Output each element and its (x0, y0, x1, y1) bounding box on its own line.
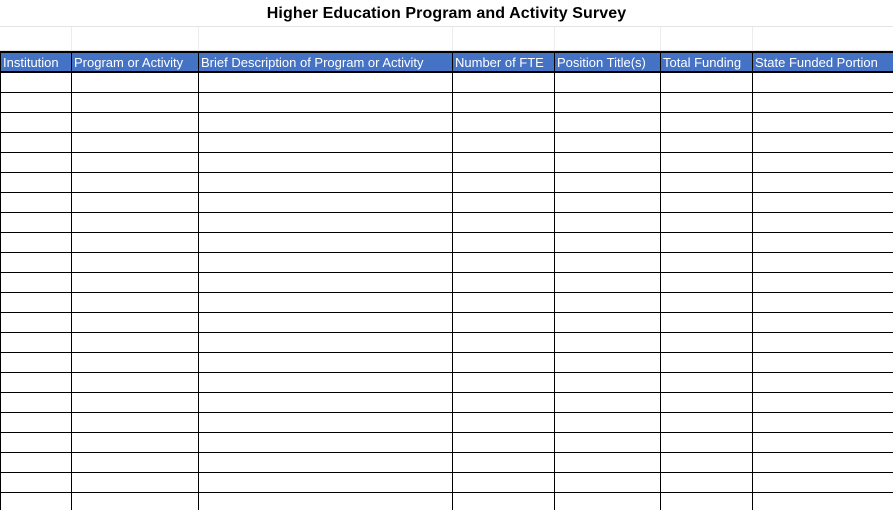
table-row (1, 232, 893, 252)
table-cell[interactable] (72, 132, 199, 152)
table-cell[interactable] (753, 132, 893, 152)
table-cell[interactable] (1, 192, 72, 212)
table-row (1, 92, 893, 112)
table-cell[interactable] (72, 272, 199, 292)
table-cell[interactable] (453, 152, 555, 172)
table-row (1, 452, 893, 472)
table-row (1, 252, 893, 272)
table-row (1, 152, 893, 172)
table-row (1, 192, 893, 212)
table-cell[interactable] (1, 352, 72, 372)
header-number-of-fte[interactable]: Number of FTE (453, 52, 555, 72)
table-row (1, 72, 893, 92)
table-cell[interactable] (661, 352, 753, 372)
title-row[interactable] (0, 0, 893, 27)
table-cell[interactable] (453, 132, 555, 152)
table-row (1, 312, 893, 332)
table-cell[interactable] (453, 112, 555, 132)
header-program-or-activity[interactable]: Program or Activity (72, 52, 199, 72)
table-cell[interactable] (72, 92, 199, 112)
table-cell[interactable] (453, 272, 555, 292)
table-cell[interactable] (661, 372, 753, 392)
table-cell[interactable] (72, 332, 199, 352)
table-cell[interactable] (199, 312, 453, 332)
table-cell[interactable] (72, 452, 199, 472)
table-cell[interactable] (199, 452, 453, 472)
table-cell[interactable] (555, 492, 661, 510)
table-row (1, 332, 893, 352)
table-cell[interactable] (453, 232, 555, 252)
table-cell[interactable] (1, 132, 72, 152)
table-cell[interactable] (72, 232, 199, 252)
table-cell[interactable] (199, 392, 453, 412)
table-cell[interactable] (453, 372, 555, 392)
table-cell[interactable] (661, 172, 753, 192)
table-row (1, 272, 893, 292)
table-cell[interactable] (753, 292, 893, 312)
table-cell[interactable] (661, 92, 753, 112)
table-cell[interactable] (555, 252, 661, 272)
table-cell[interactable] (72, 432, 199, 452)
table-cell[interactable] (72, 472, 199, 492)
table-cell[interactable] (753, 472, 893, 492)
table-cell[interactable] (753, 232, 893, 252)
table-cell[interactable] (199, 112, 453, 132)
table-row (1, 472, 893, 492)
table-cell[interactable] (661, 472, 753, 492)
table-cell[interactable] (199, 212, 453, 232)
table-cell[interactable] (1, 392, 72, 412)
table-cell[interactable] (72, 372, 199, 392)
table-row (1, 372, 893, 392)
table-cell[interactable] (453, 332, 555, 352)
table-cell[interactable] (72, 312, 199, 332)
table-cell[interactable] (72, 152, 199, 172)
table-cell[interactable] (661, 392, 753, 412)
table-cell[interactable] (555, 172, 661, 192)
table-cell[interactable] (661, 232, 753, 252)
table-cell[interactable] (1, 232, 72, 252)
table-cell[interactable] (753, 112, 893, 132)
table-cell[interactable] (453, 252, 555, 272)
table-cell[interactable] (753, 392, 893, 412)
table-cell[interactable] (72, 492, 199, 510)
header-position-titles[interactable]: Position Title(s) (555, 52, 661, 72)
table-cell[interactable] (753, 252, 893, 272)
table-cell[interactable] (199, 172, 453, 192)
header-state-funded-portion[interactable]: State Funded Portion (753, 52, 893, 72)
table-cell[interactable] (199, 412, 453, 432)
table-cell[interactable] (753, 312, 893, 332)
table-cell[interactable] (1, 212, 72, 232)
table-cell[interactable] (661, 212, 753, 232)
table-cell[interactable] (555, 372, 661, 392)
table-cell[interactable] (753, 72, 893, 92)
table-cell[interactable] (555, 232, 661, 252)
table-cell[interactable] (72, 392, 199, 412)
table-row (1, 172, 893, 192)
table-cell[interactable] (72, 172, 199, 192)
table-cell[interactable] (555, 152, 661, 172)
table-cell[interactable] (661, 192, 753, 212)
table-cell[interactable] (453, 352, 555, 372)
table-cell[interactable] (661, 152, 753, 172)
table-cell[interactable] (72, 412, 199, 432)
table-cell[interactable] (1, 412, 72, 432)
table-cell[interactable] (555, 212, 661, 232)
table-cell[interactable] (753, 212, 893, 232)
table-cell[interactable] (555, 92, 661, 112)
table-cell[interactable] (199, 472, 453, 492)
table-cell[interactable] (1, 72, 72, 92)
table-cell[interactable] (1, 452, 72, 472)
table-cell[interactable] (661, 292, 753, 312)
header-brief-description[interactable]: Brief Description of Program or Activity (199, 52, 453, 72)
table-cell[interactable] (1, 252, 72, 272)
table-cell[interactable] (661, 332, 753, 352)
table-cell[interactable] (453, 392, 555, 412)
table-cell[interactable] (199, 272, 453, 292)
table-cell[interactable] (453, 292, 555, 312)
table-row (1, 292, 893, 312)
table-cell[interactable] (661, 492, 753, 510)
table-cell[interactable] (753, 412, 893, 432)
table-cell[interactable] (199, 132, 453, 152)
table-cell[interactable] (661, 452, 753, 472)
blank-row[interactable] (0, 27, 893, 51)
table-row (1, 392, 893, 412)
table-cell[interactable] (661, 412, 753, 432)
table-cell[interactable] (1, 432, 72, 452)
table-cell[interactable] (753, 452, 893, 472)
table-cell[interactable] (753, 432, 893, 452)
table-cell[interactable] (753, 92, 893, 112)
table-cell[interactable] (72, 72, 199, 92)
table-cell[interactable] (1, 112, 72, 132)
table-cell[interactable] (753, 172, 893, 192)
table-cell[interactable] (661, 272, 753, 292)
table-cell[interactable] (555, 432, 661, 452)
table-cell[interactable] (555, 272, 661, 292)
table-cell[interactable] (753, 152, 893, 172)
table-cell[interactable] (72, 292, 199, 312)
table-cell[interactable] (555, 332, 661, 352)
header-institution[interactable]: Institution (1, 52, 72, 72)
table-cell[interactable] (453, 492, 555, 510)
table-cell[interactable] (555, 292, 661, 312)
table-cell[interactable] (753, 352, 893, 372)
table-cell[interactable] (453, 72, 555, 92)
table-cell[interactable] (555, 192, 661, 212)
table-cell[interactable] (72, 352, 199, 372)
table-row (1, 212, 893, 232)
table-body (1, 72, 893, 510)
table-cell[interactable] (555, 112, 661, 132)
table-cell[interactable] (199, 372, 453, 392)
table-cell[interactable] (72, 112, 199, 132)
table-row (1, 412, 893, 432)
table-cell[interactable] (199, 292, 453, 312)
table-cell[interactable] (661, 312, 753, 332)
table-cell[interactable] (661, 112, 753, 132)
table-cell[interactable] (661, 72, 753, 92)
table-cell[interactable] (453, 312, 555, 332)
table-cell[interactable] (753, 272, 893, 292)
table-cell[interactable] (555, 132, 661, 152)
table-cell[interactable] (199, 152, 453, 172)
table-cell[interactable] (1, 332, 72, 352)
table-cell[interactable] (555, 472, 661, 492)
table-cell[interactable] (555, 452, 661, 472)
table-cell[interactable] (1, 292, 72, 312)
table-cell[interactable] (199, 92, 453, 112)
table-cell[interactable] (199, 192, 453, 212)
table-cell[interactable] (555, 412, 661, 432)
table-row (1, 112, 893, 132)
table-cell[interactable] (555, 312, 661, 332)
table-cell[interactable] (1, 92, 72, 112)
table-cell[interactable] (661, 252, 753, 272)
table-cell[interactable] (555, 352, 661, 372)
table-cell[interactable] (199, 252, 453, 272)
header-total-funding[interactable]: Total Funding (661, 52, 753, 72)
table-cell[interactable] (1, 372, 72, 392)
survey-title: Higher Education Program and Activity Survey (266, 5, 627, 22)
table-cell[interactable] (753, 192, 893, 212)
table-cell[interactable] (661, 432, 753, 452)
table-cell[interactable] (199, 332, 453, 352)
table-cell[interactable] (661, 132, 753, 152)
table-cell[interactable] (1, 152, 72, 172)
table-cell[interactable] (453, 172, 555, 192)
table-row (1, 132, 893, 152)
table-cell[interactable] (753, 332, 893, 352)
table-cell[interactable] (199, 232, 453, 252)
table-cell[interactable] (453, 412, 555, 432)
survey-table (0, 51, 893, 510)
table-cell[interactable] (1, 172, 72, 192)
table-cell[interactable] (1, 472, 72, 492)
table-cell[interactable] (72, 192, 199, 212)
table-cell[interactable] (555, 72, 661, 92)
table-cell[interactable] (453, 192, 555, 212)
table-cell[interactable] (199, 352, 453, 372)
table-cell[interactable] (453, 92, 555, 112)
table-cell[interactable] (72, 212, 199, 232)
table-cell[interactable] (453, 472, 555, 492)
table-cell[interactable] (1, 492, 72, 510)
table-row (1, 492, 893, 510)
table-cell[interactable] (199, 492, 453, 510)
table-row (1, 432, 893, 452)
table-row (1, 352, 893, 372)
table-cell[interactable] (199, 72, 453, 92)
table-cell[interactable] (555, 392, 661, 412)
table-cell[interactable] (453, 432, 555, 452)
table-cell[interactable] (753, 492, 893, 510)
table-cell[interactable] (199, 432, 453, 452)
table-cell[interactable] (1, 312, 72, 332)
table-cell[interactable] (1, 272, 72, 292)
table-cell[interactable] (453, 212, 555, 232)
table-cell[interactable] (753, 372, 893, 392)
header-row (1, 52, 893, 72)
table-cell[interactable] (453, 452, 555, 472)
table-cell[interactable] (72, 252, 199, 272)
